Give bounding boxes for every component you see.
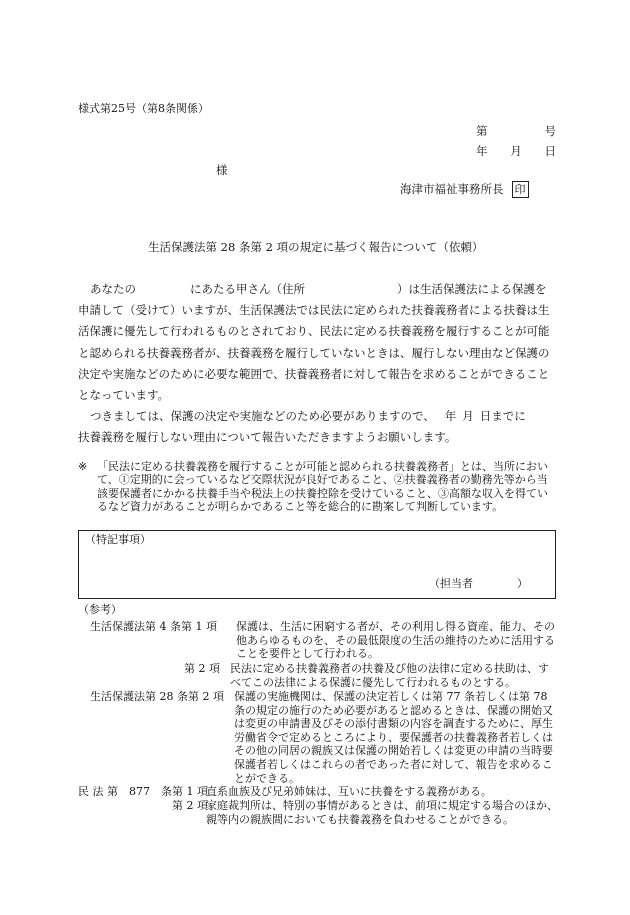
- body-p2-month: 月: [462, 409, 474, 424]
- staff-in-charge: （担当者 ）: [429, 577, 528, 590]
- reference-item-text: 保護は、生活に困窮する者が、その利用し得る資産、能力、その他あらゆるものを、その最低限度の生活の維持のために活用することを要件として行われる。: [236, 620, 555, 661]
- document-number-suffix: 号: [544, 124, 556, 138]
- document-number-prefix: 第: [476, 124, 488, 138]
- note-section: [78, 460, 556, 514]
- issue-date-line: [476, 143, 556, 160]
- sender-name: 海津市福祉事務所長: [400, 182, 504, 197]
- reference-item-text: 保護の実施機関は、保護の決定若しくは第 77 条若しくは第 78 条の規定の施行のため必要があると認めるときは、保護の開始又は変更の申請書及びその添付書類の内容を調査するために、厚生労働省令で定めるところにより、要保護者の扶養義務者若しくはその他の同居の親族又は保護の開始若しくは変更の申請の当時要保護者若しくはこれらの者であった者に対して、報告を求めることができる。: [234, 690, 553, 785]
- reference-item-text: 直系血族及び兄弟姉妹は、互いに扶養をする義務がある。: [206, 785, 492, 798]
- body-p1-start: あなたの: [90, 282, 136, 296]
- addressee-suffix: 様: [216, 163, 228, 177]
- body-p2-start: つきましては、保護の決定や実施などのため必要がありますので、: [90, 409, 435, 424]
- date-year: 年: [476, 144, 488, 158]
- special-remarks-label: （特記事項）: [85, 533, 151, 546]
- seal-mark: 印: [512, 181, 529, 198]
- document-title: 生活保護法第 28 条第 2 項の規定に基づく報告について（依頼）: [148, 240, 484, 254]
- reference-item-label: 第 2 項: [184, 662, 220, 675]
- reference-item-text: 民法に定める扶養義務者の扶養及び他の法律に定める扶助は、すべてこの法律による保護に優先して行われるものとする。: [230, 662, 549, 689]
- reference-item-text: 家庭裁判所は、特別の事情があるときは、前項に規定する場合のほか、親等内の親族間においても扶養義務を負わせることができる。: [206, 799, 558, 826]
- body-p1-mid: にあたる甲さん（住所: [190, 282, 305, 296]
- body-paragraph-2: [78, 406, 556, 448]
- date-day: 日: [544, 144, 556, 158]
- reference-item-label: 第 2 項: [172, 799, 208, 812]
- special-remarks-box: [78, 530, 556, 599]
- date-month: 月: [510, 144, 522, 158]
- body-paragraph-1: [78, 279, 556, 406]
- form-number: 様式第25号（第8条関係）: [78, 102, 209, 115]
- reference-item-label: 生活保護法第 4 条第 1 項: [90, 620, 217, 633]
- body-p1-rest: ）は生活保護法による保護を申請して（受けて）いますが、生活保護法では民法に定められた扶養義務者による扶養は生活保護に優先して行われるものとされており、民法に定める扶養義務を履行することが可能と認められる扶養義務者が、扶養義務を履行していないときは、履行しない理由など保護の決定や実施などのために必要な範囲で、扶養義務者に対して報告を求めることができることとなっています。: [78, 282, 550, 403]
- body-p2-day: 日までに: [479, 409, 526, 424]
- reference-item-label: 生活保護法第 28 条第 2 項: [90, 690, 224, 703]
- reference-title: （参考）: [78, 603, 122, 616]
- sender-line: [400, 181, 529, 198]
- reference-item-label: 民 法 第 877 条第 1 項: [78, 785, 208, 798]
- note-mark: ※: [78, 460, 88, 473]
- note-text: 「民法に定める扶養義務を履行することが可能と認められる扶養義務者」とは、当所において、①定期的に会っているなど交際状況が良好であること、②扶養義務者の勤務先等から当該要保護者にかかる扶養手当や税法上の扶養控除を受けていること、③高額な収入を得ているなど資力があることが明らかであること等を総合的に勘案して判断しています。: [97, 460, 548, 514]
- body-p2-year: 年: [444, 409, 457, 424]
- document-number-line: [476, 123, 556, 140]
- body-text: [78, 279, 556, 449]
- body-p2-rest: 扶養義務を履行しない理由について報告いただきますようお願いします。: [78, 430, 457, 445]
